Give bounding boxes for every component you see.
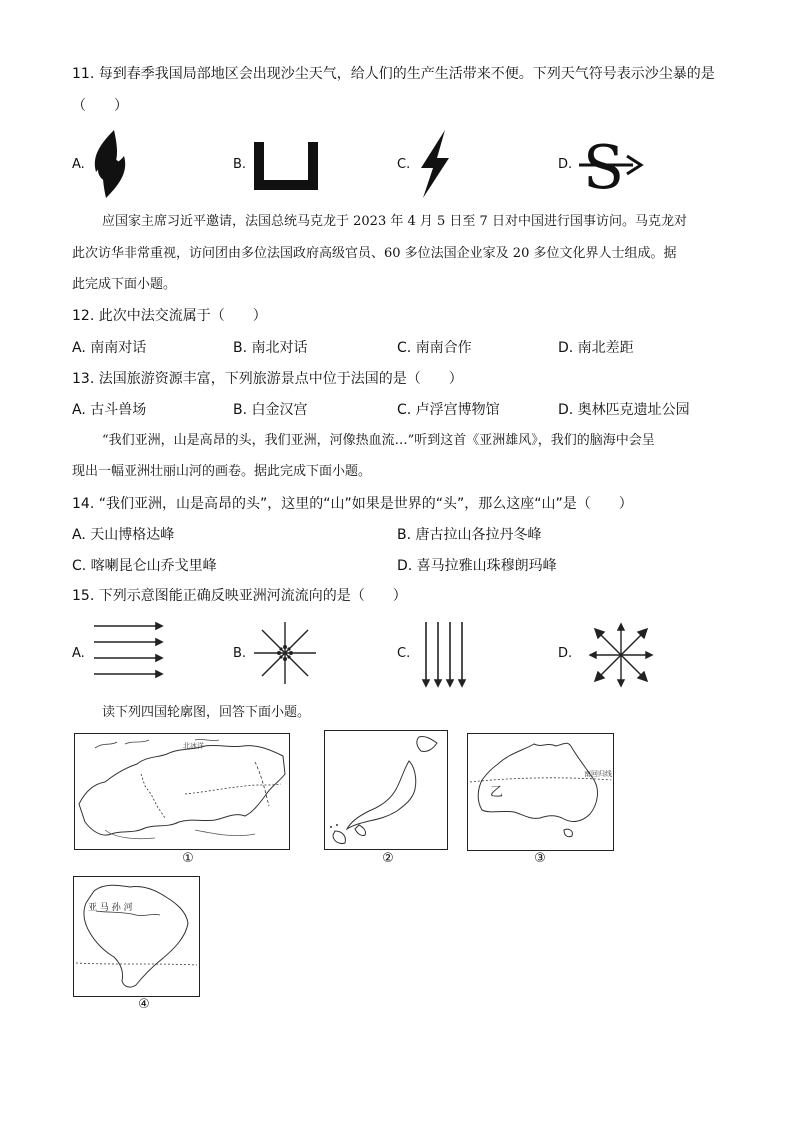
typhoon-symbol-icon xyxy=(88,128,134,200)
map-russia xyxy=(74,733,290,850)
q11-stem-line2: （ ） xyxy=(72,98,128,114)
q13-option-a: A. 古斗兽场 xyxy=(72,402,147,418)
passage2-line2: 现出一幅亚洲壮丽山河的画卷。据此完成下面小题。 xyxy=(72,464,372,479)
q11-stem-line1: 11. 每到春季我国局部地区会出现沙尘天气，给人们的生产生活带来不便。下列天气符号表示沙尘暴的是 xyxy=(72,66,715,82)
q12-option-a: A. 南南对话 xyxy=(72,340,147,356)
map-australia xyxy=(467,733,614,851)
q13-option-d: D. 奥林匹克遗址公园 xyxy=(558,402,690,418)
passage1-line2: 此次访华非常重视，访问团由多位法国政府高级官员、60 多位法国企业家及 20 多位文化界人士组成。据 xyxy=(72,246,677,261)
snow-cover-symbol-icon xyxy=(252,138,320,192)
map-number-2: ② xyxy=(382,851,394,866)
q11-option-a-label: A. xyxy=(72,157,85,172)
q13-stem: 13. 法国旅游资源丰富，下列旅游景点中位于法国的是（ ） xyxy=(72,371,463,387)
q14-option-a: A. 天山博格达峰 xyxy=(72,527,175,543)
map-japan xyxy=(324,730,448,850)
q11-option-b-label: B. xyxy=(233,157,247,172)
brazil-outline-icon xyxy=(74,877,199,996)
svg-text:S: S xyxy=(583,136,625,194)
passage1-line3: 此完成下面小题。 xyxy=(72,277,177,292)
map-brazil xyxy=(73,876,200,997)
parallel-east-arrows-icon xyxy=(92,618,164,684)
map1-ocean-label: 北冰洋 xyxy=(183,742,204,750)
map3-tropic-label: 南回归线 xyxy=(584,770,612,778)
japan-outline-icon xyxy=(325,731,447,849)
map3-region-label: 乙 xyxy=(490,785,504,800)
q12-option-b: B. 南北对话 xyxy=(233,340,308,356)
q12-option-d: D. 南北差距 xyxy=(558,340,634,356)
q11-option-d-label: D. xyxy=(558,157,573,172)
converging-arrows-icon xyxy=(252,620,318,686)
q15-option-d-label: D. xyxy=(558,646,573,661)
q15-stem: 15. 下列示意图能正确反映亚洲河流流向的是（ ） xyxy=(72,588,407,604)
passage1-line1: 应国家主席习近平邀请，法国总统马克龙于 2023 年 4 月 5 日至 7 日对中国进行国事访问。马克龙对 xyxy=(102,214,687,229)
q13-option-b: B. 白金汉宫 xyxy=(233,402,308,418)
map4-river-label: 亚 马 孙 河 xyxy=(88,903,133,913)
sandstorm-symbol-icon xyxy=(575,136,645,194)
q15-option-a-label: A. xyxy=(72,646,85,661)
map-number-3: ③ xyxy=(534,851,546,866)
q13-option-c: C. 卢浮宫博物馆 xyxy=(397,402,500,418)
australia-outline-icon xyxy=(468,734,613,850)
map-number-1: ① xyxy=(182,851,194,866)
parallel-south-arrows-icon xyxy=(420,620,472,688)
radiating-arrows-icon xyxy=(588,622,654,688)
map-number-4: ④ xyxy=(138,997,150,1012)
passage2-line1: “我们亚洲，山是高昂的头，我们亚洲，河像热血流…”听到这首《亚洲雄风》，我们的脑海中会呈 xyxy=(102,433,655,448)
q15-option-b-label: B. xyxy=(233,646,247,661)
q12-option-c: C. 南南合作 xyxy=(397,340,472,356)
q15-option-c-label: C. xyxy=(397,646,411,661)
q12-stem: 12. 此次中法交流属于（ ） xyxy=(72,308,267,324)
q14-stem: 14. “我们亚洲，山是高昂的头”，这里的“山”如果是世界的“头”，那么这座“山”是（ ） xyxy=(72,496,633,512)
russia-outline-icon xyxy=(75,734,289,849)
q14-option-d: D. 喜马拉雅山珠穆朗玛峰 xyxy=(397,558,557,574)
q11-option-c-label: C. xyxy=(397,157,411,172)
passage3-line1: 读下列四国轮廓图，回答下面小题。 xyxy=(102,705,311,720)
q14-option-c: C. 喀喇昆仑山乔戈里峰 xyxy=(72,558,217,574)
q14-option-b: B. 唐古拉山各拉丹冬峰 xyxy=(397,527,542,543)
thunderstorm-symbol-icon xyxy=(415,128,455,200)
